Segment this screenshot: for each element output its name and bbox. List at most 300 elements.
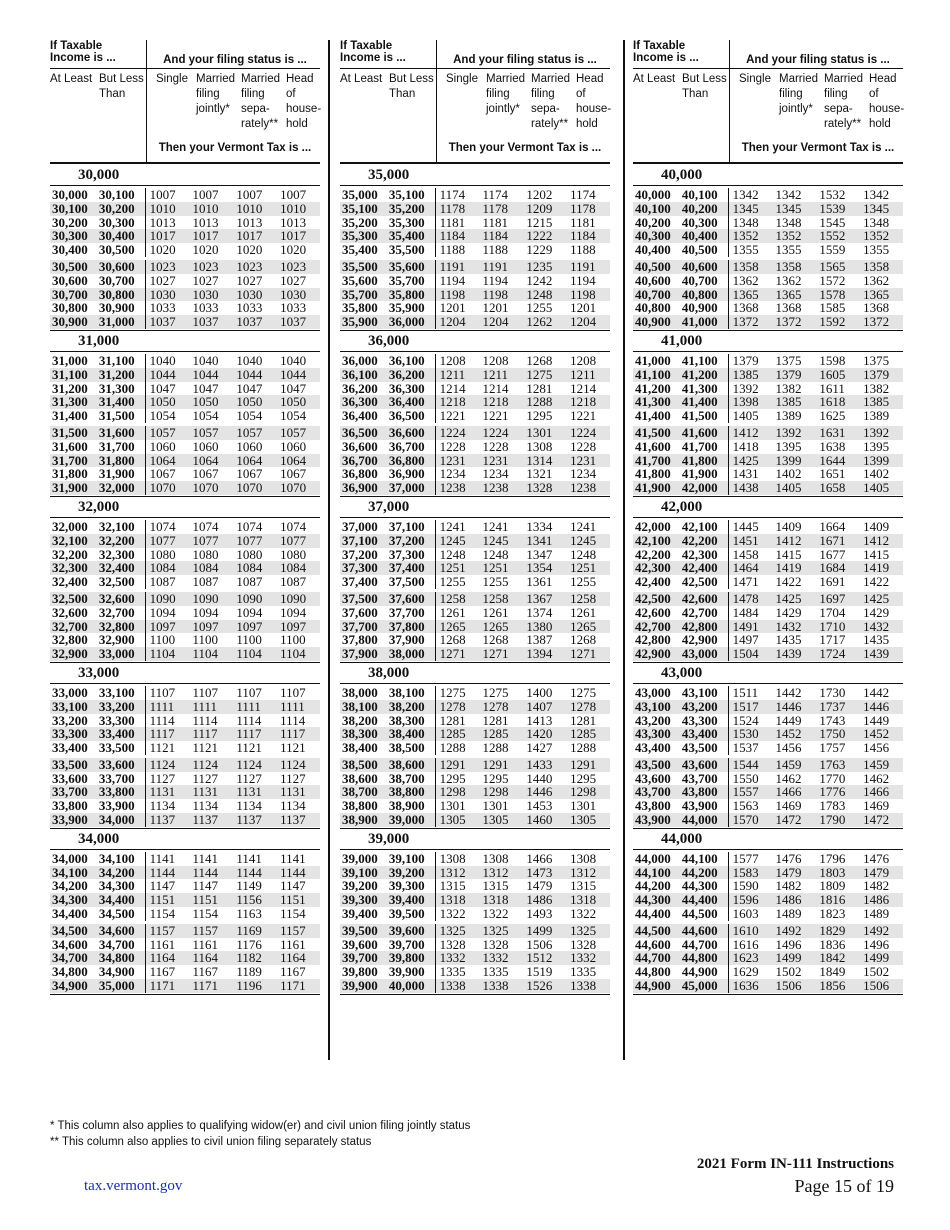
table-row [50, 454, 320, 468]
married-separately-tax-cell: 1790 [819, 812, 846, 828]
table-row [50, 260, 320, 274]
at-least-cell: 36,200 [342, 380, 378, 396]
but-less-cell: 42,300 [681, 546, 718, 562]
table-row [340, 938, 610, 952]
but-less-cell: 38,900 [388, 798, 425, 814]
married-jointly-tax-cell: 1191 [482, 258, 508, 274]
single-tax-cell: 1245 [435, 534, 479, 548]
table-row [340, 188, 610, 202]
single-tax-cell: 1291 [435, 758, 479, 772]
but-less-cell: 41,500 [681, 408, 718, 424]
married-jointly-tax-cell: 1111 [192, 698, 218, 714]
married-jointly-tax-cell: 1057 [192, 424, 219, 440]
table-row [50, 301, 320, 315]
single-tax-cell: 1211 [435, 368, 479, 382]
then-tax-label: Then your Vermont Tax is ... [448, 142, 602, 154]
table-row [340, 243, 610, 257]
married-jointly-tax-cell: 1090 [192, 590, 219, 606]
table-row [633, 229, 903, 243]
married-separately-tax-cell: 1611 [819, 380, 845, 396]
single-tax-cell: 1047 [145, 382, 189, 396]
head-of-household-tax-cell: 1462 [863, 770, 890, 786]
married-jointly-tax-cell: 1131 [192, 784, 218, 800]
footnote-1: * This column also applies to qualifying widow(er) and civil union filing jointly status [50, 1120, 471, 1132]
but-less-cell: 32,700 [98, 604, 135, 620]
head-of-household-tax-cell: 1090 [280, 590, 307, 606]
married-jointly-tax-cell: 1425 [775, 590, 802, 606]
table-row [50, 426, 320, 440]
at-least-cell: 40,600 [635, 272, 671, 288]
row-group [50, 352, 320, 424]
at-least-cell: 36,800 [342, 466, 378, 482]
table-row [340, 409, 610, 423]
head-of-household-tax-cell: 1154 [280, 906, 306, 922]
at-least-cell: 33,500 [52, 756, 88, 772]
table-row [50, 633, 320, 647]
table-row [633, 893, 903, 907]
married-jointly-tax-cell: 1027 [192, 272, 219, 288]
at-least-cell: 40,500 [635, 258, 671, 274]
married-separately-tax-cell: 1169 [236, 922, 262, 938]
head-of-household-tax-cell: 1047 [280, 380, 307, 396]
at-least-cell: 36,600 [342, 438, 378, 454]
but-less-cell: 35,400 [388, 228, 425, 244]
table-row [50, 700, 320, 714]
table-row [633, 879, 903, 893]
row-group [340, 518, 610, 590]
table-row [340, 481, 610, 495]
married-separately-tax-cell: 1809 [819, 878, 846, 894]
married-jointly-tax-cell: 1496 [775, 936, 802, 952]
head-of-household-tax-cell: 1285 [570, 726, 597, 742]
married-jointly-tax-cell: 1184 [482, 228, 508, 244]
single-tax-cell: 1603 [728, 907, 772, 921]
at-least-cell: 32,800 [52, 632, 88, 648]
row-group [633, 922, 903, 995]
head-of-household-tax-cell: 1117 [280, 726, 306, 742]
married-jointly-tax-cell: 1322 [482, 906, 509, 922]
married-jointly-tax-cell: 1446 [775, 698, 802, 714]
married-jointly-tax-cell: 1151 [192, 892, 218, 908]
head-of-household-tax-cell: 1469 [863, 798, 890, 814]
at-least-cell: 41,800 [635, 466, 671, 482]
married-separately-tax-cell: 1486 [526, 892, 553, 908]
single-tax-cell: 1491 [728, 620, 772, 634]
table-row [340, 965, 610, 979]
married-jointly-tax-cell: 1060 [192, 438, 219, 454]
married-separately-tax-cell: 1856 [819, 978, 846, 994]
but-less-cell: 37,300 [388, 546, 425, 562]
table-row [633, 741, 903, 755]
married-jointly-tax-cell: 1161 [192, 936, 218, 952]
married-separately-tax-cell: 1235 [526, 258, 553, 274]
married-separately-tax-cell: 1387 [526, 632, 553, 648]
table-header [633, 40, 903, 165]
married-jointly-tax-cell: 1318 [482, 892, 509, 908]
single-tax-cell: 1221 [435, 409, 479, 423]
married-jointly-tax-cell: 1167 [192, 964, 218, 980]
if-taxable-label: If Taxable Income is ... [633, 40, 699, 64]
married-separately-tax-cell: 1156 [236, 892, 262, 908]
but-less-cell: 33,600 [98, 756, 135, 772]
head-of-household-tax-cell: 1141 [280, 850, 306, 866]
married-jointly-tax-cell: 1285 [482, 726, 509, 742]
at-least-cell: 33,200 [52, 712, 88, 728]
single-tax-cell: 1037 [145, 315, 189, 329]
single-tax-cell: 1372 [728, 315, 772, 329]
but-less-cell: 43,500 [681, 740, 718, 756]
married-jointly-tax-cell: 1412 [775, 532, 802, 548]
but-less-cell: 34,000 [98, 812, 135, 828]
married-separately-tax-cell: 1691 [819, 574, 846, 590]
at-least-cell: 39,700 [342, 950, 378, 966]
head-of-household-tax-cell: 1382 [863, 380, 890, 396]
table-row [633, 288, 903, 302]
but-less-cell: 32,300 [98, 546, 135, 562]
at-least-cell: 31,700 [52, 452, 88, 468]
table-row [50, 758, 320, 772]
at-least-cell: 35,900 [342, 314, 378, 330]
but-less-cell: 41,800 [681, 452, 718, 468]
but-less-cell: 40,700 [681, 272, 718, 288]
table-row [340, 866, 610, 880]
married-separately-tax-cell: 1064 [236, 452, 263, 468]
single-tax-cell: 1184 [435, 229, 479, 243]
but-less-cell: 32,400 [98, 560, 135, 576]
at-least-cell: 37,500 [342, 590, 378, 606]
head-of-household-tax-cell: 1499 [863, 950, 890, 966]
table-row [50, 520, 320, 534]
single-tax-cell: 1134 [145, 799, 189, 813]
single-tax-cell: 1497 [728, 633, 772, 647]
single-tax-cell: 1251 [435, 561, 479, 575]
at-least-cell: 44,600 [635, 936, 671, 952]
table-row [340, 686, 610, 700]
married-jointly-tax-cell: 1107 [192, 684, 218, 700]
married-jointly-header: Married filing jointly* [779, 73, 818, 115]
head-of-household-tax-cell: 1104 [280, 646, 306, 662]
table-row [633, 520, 903, 534]
head-of-household-tax-cell: 1395 [863, 438, 890, 454]
table-row [50, 772, 320, 786]
at-least-cell: 42,600 [635, 604, 671, 620]
single-tax-cell: 1198 [435, 288, 479, 302]
head-of-household-tax-cell: 1107 [280, 684, 306, 700]
at-least-cell: 40,700 [635, 286, 671, 302]
head-of-household-tax-cell: 1064 [280, 452, 307, 468]
married-separately-tax-cell: 1111 [236, 698, 261, 714]
table-row [50, 575, 320, 589]
married-separately-tax-cell: 1743 [819, 712, 846, 728]
at-least-cell: 42,100 [635, 532, 671, 548]
married-separately-tax-cell: 1080 [236, 546, 263, 562]
at-least-cell: 34,800 [52, 964, 88, 980]
married-separately-tax-cell: 1823 [819, 906, 846, 922]
section-title: 37,000 [340, 497, 610, 518]
at-least-cell: 35,200 [342, 214, 378, 230]
at-least-cell: 30,100 [52, 200, 88, 216]
but-less-cell: 37,900 [388, 632, 425, 648]
head-of-household-tax-cell: 1211 [570, 366, 596, 382]
head-of-household-tax-cell: 1332 [570, 950, 597, 966]
married-separately-tax-cell: 1671 [819, 532, 846, 548]
single-tax-cell: 1458 [728, 548, 772, 562]
head-of-household-tax-cell: 1315 [570, 878, 597, 894]
at-least-cell: 39,800 [342, 964, 378, 980]
head-of-household-tax-cell: 1261 [570, 604, 597, 620]
single-tax-cell: 1379 [728, 354, 772, 368]
row-group [340, 424, 610, 497]
married-jointly-tax-cell: 1429 [775, 604, 802, 620]
married-separately-tax-cell: 1770 [819, 770, 846, 786]
table-row [50, 202, 320, 216]
table-row [340, 440, 610, 454]
table-row [50, 315, 320, 329]
tax-table-column-2 [340, 40, 610, 995]
single-tax-cell: 1067 [145, 467, 189, 481]
married-jointly-tax-cell: 1375 [775, 352, 802, 368]
married-jointly-tax-cell: 1308 [482, 850, 509, 866]
married-jointly-tax-cell: 1121 [192, 740, 218, 756]
single-tax-cell: 1484 [728, 606, 772, 620]
single-tax-cell: 1231 [435, 454, 479, 468]
married-jointly-tax-cell: 1402 [775, 466, 802, 482]
table-row [633, 575, 903, 589]
single-tax-cell: 1405 [728, 409, 772, 423]
married-separately-tax-cell: 1539 [819, 200, 846, 216]
section-title: 33,000 [50, 663, 320, 684]
single-tax-cell: 1104 [145, 647, 189, 661]
married-separately-tax-cell: 1400 [526, 684, 553, 700]
at-least-cell: 37,600 [342, 604, 378, 620]
but-less-cell: 31,600 [98, 424, 135, 440]
married-jointly-tax-cell: 1020 [192, 242, 219, 258]
married-separately-tax-cell: 1578 [819, 286, 846, 302]
single-tax-cell: 1090 [145, 592, 189, 606]
married-separately-tax-cell: 1077 [236, 532, 263, 548]
single-tax-cell: 1596 [728, 893, 772, 907]
at-least-cell: 31,400 [52, 408, 88, 424]
single-tax-cell: 1060 [145, 440, 189, 454]
married-separately-header: Married filing sepa- rately** [824, 73, 863, 130]
but-less-cell: 33,800 [98, 784, 135, 800]
row-group [50, 922, 320, 995]
at-least-cell: 35,500 [342, 258, 378, 274]
single-tax-cell: 1010 [145, 202, 189, 216]
table-row [50, 686, 320, 700]
section-title: 38,000 [340, 663, 610, 684]
than-header: Than [389, 88, 416, 100]
single-tax-cell: 1530 [728, 727, 772, 741]
married-jointly-tax-cell: 1258 [482, 590, 509, 606]
head-of-household-tax-cell: 1097 [280, 618, 307, 634]
at-least-cell: 33,600 [52, 770, 88, 786]
table-row [633, 951, 903, 965]
at-least-cell: 31,900 [52, 480, 88, 496]
single-tax-cell: 1178 [435, 202, 479, 216]
head-of-household-tax-cell: 1506 [863, 978, 890, 994]
married-separately-tax-cell: 1592 [819, 314, 846, 330]
table-row [633, 714, 903, 728]
but-less-cell: 44,600 [681, 922, 718, 938]
married-separately-tax-cell: 1559 [819, 242, 846, 258]
married-separately-tax-cell: 1717 [819, 632, 846, 648]
at-least-cell: 35,400 [342, 242, 378, 258]
at-least-cell: 37,100 [342, 532, 378, 548]
single-tax-cell: 1023 [145, 260, 189, 274]
at-least-cell: 31,200 [52, 380, 88, 396]
at-least-cell: 41,000 [635, 352, 671, 368]
head-of-household-tax-cell: 1372 [863, 314, 890, 330]
filing-status-heading: And your filing status is ... [163, 54, 307, 66]
table-row [633, 799, 903, 813]
married-separately-tax-cell: 1127 [236, 770, 262, 786]
but-less-cell: 42,200 [681, 532, 718, 548]
table-row [633, 301, 903, 315]
head-of-household-tax-cell: 1439 [863, 646, 890, 662]
table-row [340, 924, 610, 938]
but-less-cell: 37,700 [388, 604, 425, 620]
married-jointly-tax-cell: 1348 [775, 214, 802, 230]
head-of-household-tax-cell: 1245 [570, 532, 597, 548]
married-separately-tax-cell: 1361 [526, 574, 553, 590]
head-of-household-tax-cell: 1060 [280, 438, 307, 454]
married-jointly-tax-cell: 1492 [775, 922, 802, 938]
at-least-cell: 38,600 [342, 770, 378, 786]
section-title: 40,000 [633, 165, 903, 186]
head-of-household-tax-cell: 1147 [280, 878, 306, 894]
single-tax-cell: 1295 [435, 772, 479, 786]
at-least-cell: 37,400 [342, 574, 378, 590]
married-jointly-tax-cell: 1054 [192, 408, 219, 424]
but-less-cell: 33,900 [98, 798, 135, 814]
but-less-cell: 30,100 [98, 187, 135, 202]
married-jointly-tax-cell: 1372 [775, 314, 802, 330]
but-less-cell: 35,600 [388, 258, 425, 274]
single-tax-cell: 1438 [728, 481, 772, 495]
married-jointly-tax-cell: 1295 [482, 770, 509, 786]
table-row [633, 481, 903, 495]
head-of-household-tax-cell: 1288 [570, 740, 597, 756]
head-of-household-tax-cell: 1392 [863, 424, 890, 440]
but-less-cell: 41,600 [681, 424, 718, 440]
married-jointly-header: Married filing jointly* [486, 73, 525, 115]
single-tax-cell: 1583 [728, 866, 772, 880]
head-of-household-tax-cell: 1224 [570, 424, 597, 440]
table-row [633, 315, 903, 329]
married-jointly-tax-cell: 1281 [482, 712, 509, 728]
single-tax-cell: 1054 [145, 409, 189, 423]
married-jointly-tax-cell: 1466 [775, 784, 802, 800]
but-less-cell: 43,600 [681, 756, 718, 772]
table-row [50, 467, 320, 481]
head-of-household-tax-cell: 1094 [280, 604, 307, 620]
at-least-cell: 37,800 [342, 632, 378, 648]
but-less-cell: 33,100 [98, 684, 135, 700]
at-least-cell: 34,100 [52, 864, 88, 880]
but-less-cell: 33,500 [98, 740, 135, 756]
row-group [50, 684, 320, 756]
married-separately-tax-cell: 1189 [236, 964, 262, 980]
at-least-cell: 42,500 [635, 590, 671, 606]
table-row [50, 481, 320, 495]
married-separately-tax-cell: 1033 [236, 300, 263, 316]
married-jointly-tax-cell: 1198 [482, 286, 508, 302]
single-tax-cell: 1214 [435, 382, 479, 396]
married-jointly-tax-cell: 1194 [482, 272, 508, 288]
single-tax-cell: 1278 [435, 700, 479, 714]
married-jointly-tax-cell: 1442 [775, 684, 802, 700]
single-tax-cell: 1318 [435, 893, 479, 907]
married-separately-tax-cell: 1020 [236, 242, 263, 258]
head-of-household-tax-cell: 1010 [280, 200, 307, 216]
head-of-household-tax-cell: 1295 [570, 770, 597, 786]
row-group [340, 684, 610, 756]
married-jointly-tax-cell: 1010 [192, 200, 219, 216]
married-jointly-tax-cell: 1174 [482, 187, 508, 202]
single-tax-cell: 1332 [435, 951, 479, 965]
row-group [340, 258, 610, 331]
table-row [340, 274, 610, 288]
at-least-cell: 35,600 [342, 272, 378, 288]
at-least-cell: 39,300 [342, 892, 378, 908]
married-separately-tax-cell: 1275 [526, 366, 553, 382]
single-tax-cell: 1348 [728, 216, 772, 230]
single-tax-cell: 1265 [435, 620, 479, 634]
but-less-cell: 35,000 [98, 978, 135, 994]
married-jointly-tax-cell: 1389 [775, 408, 802, 424]
table-row [633, 548, 903, 562]
at-least-cell: 30,800 [52, 300, 88, 316]
but-less-cell: 43,300 [681, 712, 718, 728]
table-row [633, 813, 903, 827]
married-jointly-tax-cell: 1208 [482, 352, 509, 368]
at-least-cell: 35,000 [342, 187, 378, 202]
row-group [50, 424, 320, 497]
at-least-cell: 42,800 [635, 632, 671, 648]
married-separately-tax-cell: 1163 [236, 906, 262, 922]
table-row [340, 620, 610, 634]
head-of-household-tax-cell: 1432 [863, 618, 890, 634]
single-tax-cell: 1301 [435, 799, 479, 813]
table-row [340, 520, 610, 534]
table-row [633, 907, 903, 921]
married-separately-tax-cell: 1757 [819, 740, 846, 756]
row-group [340, 850, 610, 922]
but-less-cell: 31,100 [98, 352, 135, 368]
married-separately-tax-cell: 1308 [526, 438, 553, 454]
married-jointly-tax-cell: 1141 [192, 850, 218, 866]
single-tax-cell: 1285 [435, 727, 479, 741]
but-less-cell: 40,800 [681, 286, 718, 302]
at-least-cell: 31,300 [52, 394, 88, 410]
single-tax-cell: 1616 [728, 938, 772, 952]
website-link[interactable]: tax.vermont.gov [84, 1178, 183, 1194]
married-jointly-tax-cell: 1399 [775, 452, 802, 468]
at-least-cell: 34,900 [52, 978, 88, 994]
at-least-cell: 42,900 [635, 646, 671, 662]
but-less-cell: 34,100 [98, 850, 135, 866]
but-less-cell: 30,600 [98, 258, 135, 274]
at-least-cell: 33,400 [52, 740, 88, 756]
head-of-household-tax-cell: 1271 [570, 646, 597, 662]
at-least-cell: 44,400 [635, 906, 671, 922]
married-jointly-tax-cell: 1305 [482, 812, 509, 828]
married-separately-tax-cell: 1433 [526, 756, 553, 772]
table-row [340, 741, 610, 755]
single-tax-cell: 1194 [435, 274, 479, 288]
married-jointly-tax-cell: 1452 [775, 726, 802, 742]
